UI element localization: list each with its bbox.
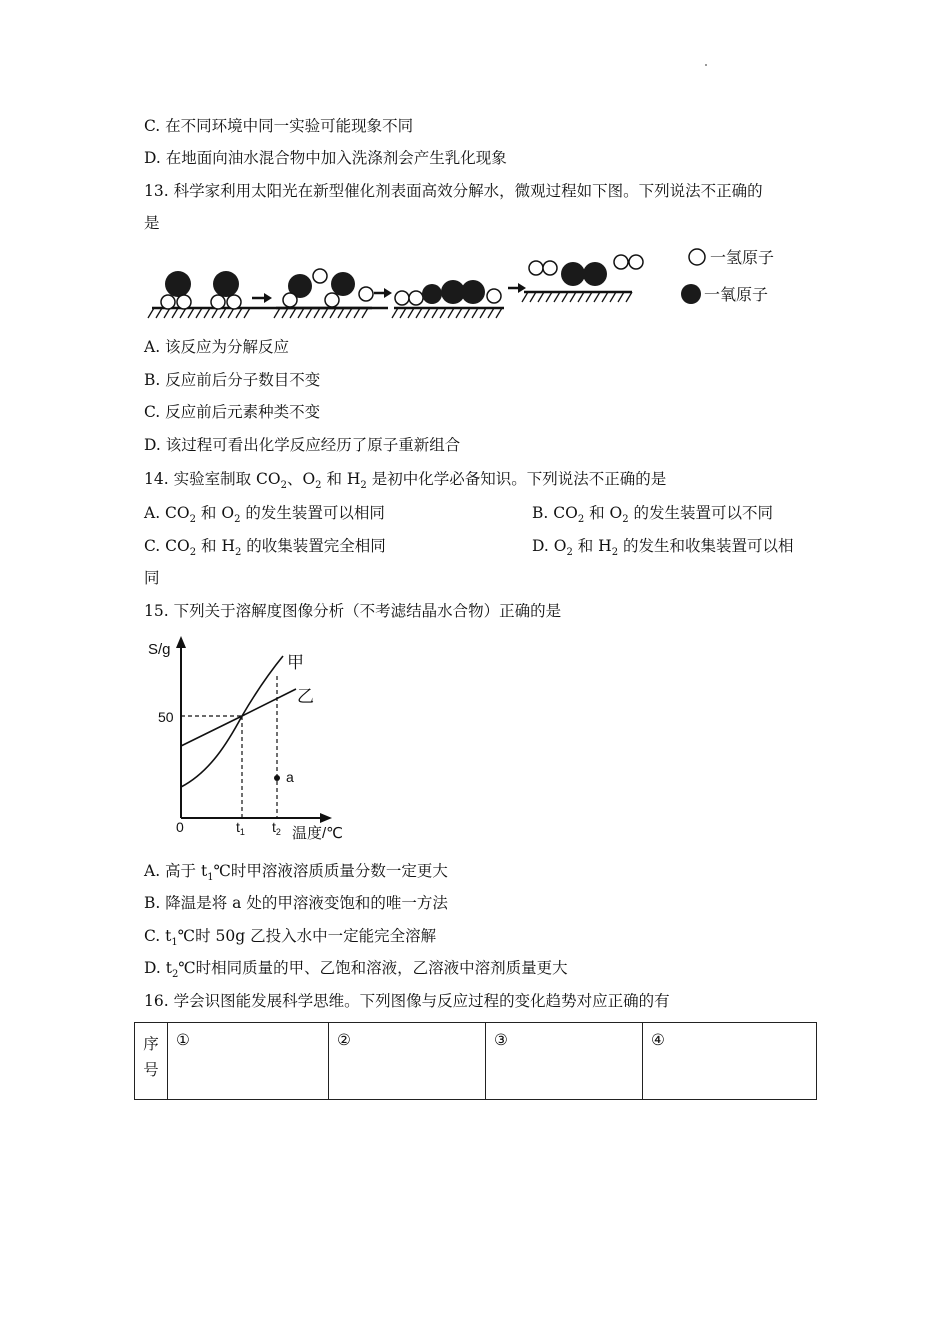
q14-option-b: B. $CO_2$ 和 $O_2$ 的发生装置可以不同 [532,504,774,526]
q16-col-3: ③ [486,1023,643,1100]
x-tick-t1: $t_1$ [236,819,245,837]
q15-option-c: C. $t_1℃$时 50g 乙投入水中一定能完全溶解 [144,927,437,949]
q13-stem-line2: 是 [144,214,160,232]
q16-col-4: ④ [643,1023,817,1100]
water-molecules-stage-1 [161,271,241,309]
catalyst-surface-3 [392,308,504,318]
diagram-legend [681,249,774,304]
point-a [274,775,280,781]
q14-option-d-wrap: 同 [144,569,160,587]
products-stage-4 [529,255,643,286]
solubility-chart [140,632,360,844]
q16-stem: 16. 学会识图能发展科学思维。下列图像与反应过程的变化趋势对应正确的有 [144,992,670,1010]
q15-stem: 15. 下列关于溶解度图像分析（不考滤结晶水合物）正确的是 [144,602,562,620]
q13-option-d: D. 该过程可看出化学反应经历了原子重新组合 [144,436,461,454]
q16-table-head: 序 号 [135,1023,168,1100]
q13-option-b: B. 反应前后分子数目不变 [144,371,321,389]
q16-table-row [135,1023,817,1100]
catalyst-surface-2 [274,308,372,318]
q13-reaction-diagram [140,238,820,328]
legend-hydrogen-label: 一氢原子 [710,250,775,267]
q16-table [134,1022,817,1100]
q16-col-2: ② [329,1023,486,1100]
curve-yi [181,689,296,746]
series-label-jia: 甲 [287,653,304,672]
q12-option-c: C. 在不同环境中同一实验可能现象不同 [144,117,414,135]
x-tick-t2: $t_2$ [272,819,281,837]
y-axis-arrow [176,636,186,648]
q15-option-b: B. 降温是将 a 处的甲溶液变饱和的唯一方法 [144,894,448,912]
legend-oxygen-label: 一氧原子 [704,287,769,304]
q13-option-c: C. 反应前后元素种类不变 [144,403,321,421]
x-axis-label: 温度/℃ [292,825,344,842]
atoms-stage-3 [395,280,501,305]
y-axis-label: S/g [148,641,171,658]
y-tick-50: 50 [158,709,174,725]
q12-option-d: D. 在地面向油水混合物中加入洗涤剂会产生乳化现象 [144,149,507,167]
arrow-2 [374,288,392,298]
arrow-3 [508,283,526,293]
catalyst-surface-4 [522,292,632,302]
q14-option-a: A. $CO_2$ 和 $O_2$ 的发生装置可以相同 [144,504,385,526]
q13-option-a: A. 该反应为分解反应 [144,338,290,356]
q15-option-a: A. 高于 $t_1℃$时甲溶液溶质质量分数一定更大 [144,862,448,884]
x-tick-0: 0 [176,819,184,835]
series-label-yi: 乙 [297,687,314,706]
q14-stem: 14. 实验室制取 $CO_2$、$O_2$ 和 $H_2$ 是初中化学必备知识。下列说法不正确的是 [144,470,667,492]
q16-col-1: ① [168,1023,329,1100]
q14-option-d: D. $O_2$ 和 $H_2$ 的发生和收集装置可以相 [532,537,794,559]
q14-option-c: C. $CO_2$ 和 $H_2$ 的收集装置完全相同 [144,537,386,559]
point-a-label: a [286,769,294,785]
q15-option-d: D. $t_2℃$时相同质量的甲、乙饱和溶液，乙溶液中溶剂质量更大 [144,959,568,981]
arrow-1 [252,293,272,303]
q13-stem-line1: 13. 科学家利用太阳光在新型催化剂表面高效分解水，微观过程如下图。下列说法不正确的 [144,182,763,200]
atoms-stage-2 [283,269,373,307]
x-axis-arrow [320,813,332,823]
page-dot [705,64,707,66]
